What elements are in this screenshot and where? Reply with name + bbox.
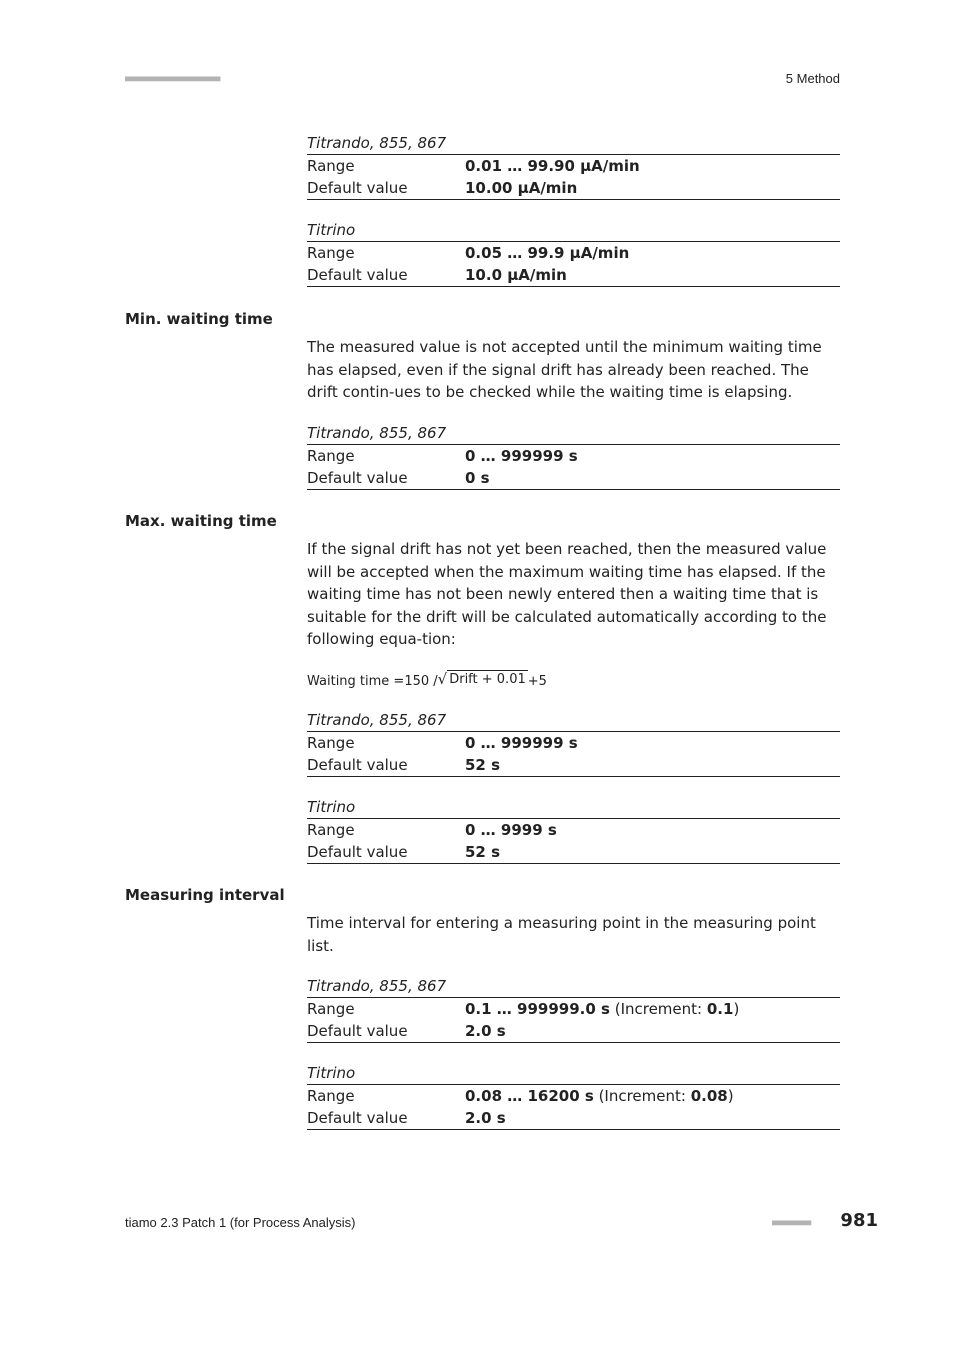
default-label: Default value	[307, 266, 408, 284]
block1-tables	[307, 132, 840, 287]
default-label: Default value	[307, 179, 408, 197]
chapter-title: 5 Method	[785, 71, 840, 86]
range-value: 0 … 999999 s	[465, 446, 578, 465]
description: Time interval for entering a measuring point in the measuring point list.	[307, 914, 816, 955]
description: The measured value is not accepted until the minimum waiting time has elapsed, even if the signal drift has already been reached. The drift contin-ues to be checked while the waiting time is elapsing.	[307, 338, 822, 401]
table-row-default	[307, 467, 840, 490]
param-table	[307, 975, 840, 1043]
equation-lhs: Waiting time =150 /	[307, 673, 438, 689]
default-value: 10.0 µA/min	[465, 266, 567, 284]
table-title: Titrino	[307, 796, 840, 819]
footer-decoration: ■■■■■■■■■	[772, 1218, 811, 1227]
range-value: 0 … 999999 s	[465, 733, 578, 752]
default-value: 0 s	[465, 468, 490, 487]
table-row-range	[307, 155, 840, 177]
range-label: Range	[307, 1087, 355, 1105]
page-number: 981	[840, 1210, 878, 1231]
param-table	[307, 132, 840, 200]
param-table	[307, 1062, 840, 1130]
waiting-time-equation	[307, 665, 840, 689]
range-value: 0.1 … 999999.0 s (Increment: 0.1)	[465, 1000, 740, 1018]
param-table	[307, 796, 840, 864]
table-row-range	[307, 998, 840, 1020]
table-row-default	[307, 177, 840, 200]
footer-product: tiamo 2.3 Patch 1 (for Process Analysis)	[125, 1215, 356, 1230]
section-title-min-waiting: Min. waiting time	[125, 310, 273, 328]
table-title: Titrino	[307, 1062, 840, 1085]
range-label: Range	[307, 157, 355, 175]
table-row-range	[307, 445, 840, 467]
default-value: 52 s	[465, 842, 501, 861]
range-label: Range	[307, 733, 355, 752]
description: If the signal drift has not yet been reached, then the measured value will be accepted when the maximum waiting time has elapsed. If the waiting time has not been newly entered then a waiting time that is suitable for the drift will be calculated automatically according to the following equa-tion:	[307, 540, 827, 648]
default-label: Default value	[307, 755, 408, 774]
table-row-range	[307, 819, 840, 841]
range-value: 0.08 … 16200 s (Increment: 0.08)	[465, 1087, 734, 1105]
table-row-default	[307, 841, 840, 864]
table-title: Titrando, 855, 867	[307, 975, 840, 998]
table-row-default	[307, 264, 840, 287]
default-value: 52 s	[465, 755, 501, 774]
default-value: 2.0 s	[465, 1022, 506, 1040]
header-decoration: ■■■■■■■■■■■■■■■■■■■■■■	[125, 74, 220, 83]
table-title: Titrando, 855, 867	[307, 709, 840, 732]
table-title: Titrino	[307, 219, 840, 242]
range-value: 0.01 … 99.90 µA/min	[465, 157, 640, 175]
range-label: Range	[307, 820, 355, 839]
min-waiting-content	[307, 336, 840, 490]
param-table	[307, 422, 840, 490]
range-label: Range	[307, 244, 355, 262]
table-row-default	[307, 1020, 840, 1043]
param-table	[307, 219, 840, 287]
max-waiting-content	[307, 538, 840, 864]
equation-radicand: Drift + 0.01	[449, 671, 526, 687]
section-title-measuring-interval: Measuring interval	[125, 886, 285, 904]
param-table	[307, 709, 840, 777]
equation-rhs: +5	[527, 673, 547, 689]
table-title: Titrando, 855, 867	[307, 422, 840, 445]
range-label: Range	[307, 1000, 355, 1018]
default-label: Default value	[307, 842, 408, 861]
default-label: Default value	[307, 1022, 408, 1040]
table-row-default	[307, 1107, 840, 1130]
table-title: Titrando, 855, 867	[307, 132, 840, 155]
default-label: Default value	[307, 1109, 408, 1127]
table-row-range	[307, 242, 840, 264]
default-value: 10.00 µA/min	[465, 179, 578, 197]
table-row-range	[307, 732, 840, 754]
default-label: Default value	[307, 468, 408, 487]
range-value: 0.05 … 99.9 µA/min	[465, 244, 630, 262]
range-label: Range	[307, 446, 355, 465]
range-value: 0 … 9999 s	[465, 820, 557, 839]
sqrt-expression	[438, 669, 528, 689]
default-value: 2.0 s	[465, 1109, 506, 1127]
table-row-default	[307, 754, 840, 777]
table-row-range	[307, 1085, 840, 1107]
measuring-interval-content	[307, 912, 840, 1130]
section-title-max-waiting: Max. waiting time	[125, 512, 277, 530]
sqrt-icon: √	[437, 669, 448, 688]
